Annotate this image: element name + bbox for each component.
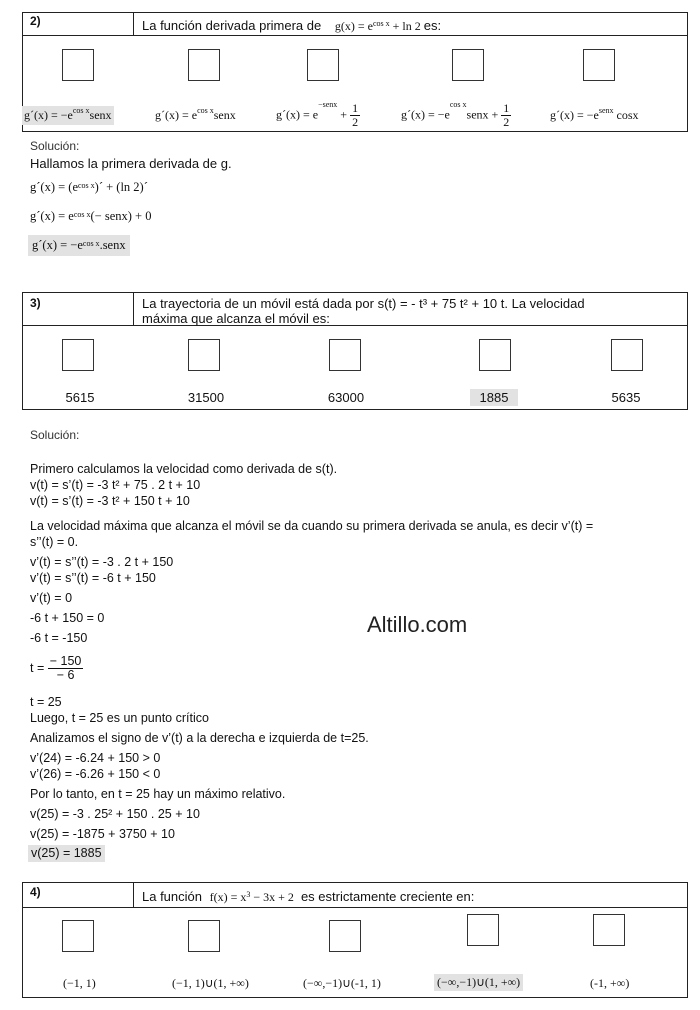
q3-line-10: -6 t = -150 bbox=[30, 631, 88, 645]
q2-header-divider bbox=[22, 35, 687, 36]
q3-option-2-checkbox[interactable] bbox=[188, 339, 220, 371]
q4-option-2[interactable]: (−1, 1)∪(1, +∞) bbox=[172, 976, 249, 990]
watermark: Altillo.com bbox=[367, 612, 468, 637]
q3-option-2[interactable]: 31500 bbox=[187, 390, 225, 405]
q2-option-5-checkbox[interactable] bbox=[583, 49, 615, 81]
q2-option-3-checkbox[interactable] bbox=[307, 49, 339, 81]
q4-option-2-checkbox[interactable] bbox=[188, 920, 220, 952]
q4-option-4-checkbox[interactable] bbox=[467, 914, 499, 946]
q3-line-13: Analizamos el signo de v’(t) a la derecha e izquierda de t=25. bbox=[30, 731, 369, 745]
q3-line-7: v’(t) = s’’(t) = -6 t + 150 bbox=[30, 571, 156, 585]
q3-prompt-line-1: La trayectoria de un móvil está dada por s(t) = - t³ + 75 t² + 10 t. La velocidad bbox=[142, 296, 585, 311]
q3-header-divider-left bbox=[22, 325, 134, 326]
q2-solution-intro: Hallamos la primera derivada de g. bbox=[30, 156, 232, 171]
q3-option-5[interactable]: 5635 bbox=[611, 390, 641, 405]
q2-option-3[interactable]: g´(x) = $e^{-senx}$ + $\frac{1}{2}$ bbox=[276, 100, 359, 129]
q3-option-5-checkbox[interactable] bbox=[611, 339, 643, 371]
q4-option-5-checkbox[interactable] bbox=[593, 914, 625, 946]
q3-line-12: Luego, t = 25 es un punto crítico bbox=[30, 711, 209, 725]
q3-line-16: Por lo tanto, en t = 25 hay un máximo relativo. bbox=[30, 787, 286, 801]
q2-option-4-checkbox[interactable] bbox=[452, 49, 484, 81]
q4-function: $f(x) = x^3 - 3x + 2$ bbox=[209, 890, 294, 904]
q3-line-9: -6 t + 150 = 0 bbox=[30, 611, 105, 625]
q2-option-2[interactable]: g´(x) = $e^{cos x}senx$ bbox=[155, 106, 236, 122]
q2-option-1-checkbox[interactable] bbox=[62, 49, 94, 81]
q3-line-18: v(25) = -1875 + 3750 + 10 bbox=[30, 827, 175, 841]
q3-line-17: v(25) = -3 . 25² + 150 . 25 + 10 bbox=[30, 807, 200, 821]
q4-option-3[interactable]: (−∞,−1)∪(-1, 1) bbox=[303, 976, 381, 990]
q2-prompt bbox=[142, 18, 441, 34]
q3-option-4[interactable]: 1885 bbox=[470, 389, 518, 406]
q4-number-divider bbox=[133, 882, 134, 908]
q3-solution-label: Solución: bbox=[30, 428, 80, 442]
q3-prompt-line-2: máxima que alcanza el móvil es: bbox=[142, 311, 330, 326]
q2-option-5[interactable]: g´(x) = $-e^{senx}$ cosx bbox=[550, 106, 639, 122]
q4-prompt: La función $f(x) = x^3 - 3x + 2$ es estrictamente creciente en: bbox=[142, 889, 475, 904]
q3-line-8: v’(t) = 0 bbox=[30, 591, 73, 605]
q2-function: $g(x) = e^{cos x} + \ln 2$ bbox=[334, 19, 421, 33]
q3-line-15: v’(26) = -6.26 + 150 < 0 bbox=[30, 767, 161, 781]
q4-option-1[interactable]: (−1, 1) bbox=[63, 976, 96, 990]
q2-step-2: g´(x) = $e^{cos x}(-$ senx) + 0 bbox=[30, 209, 152, 223]
q2-prompt-text: La función derivada primera de bbox=[142, 18, 322, 33]
q3-option-3-checkbox[interactable] bbox=[329, 339, 361, 371]
q2-option-4[interactable]: g´(x) = $-e^{cos x}senx$ + $\frac{1}{2}$ bbox=[401, 100, 510, 129]
q2-prompt-end: es: bbox=[423, 18, 442, 33]
q2-step-3: g´(x) = $-e^{cos x}.senx$ bbox=[28, 235, 130, 256]
q3-option-3[interactable]: 63000 bbox=[327, 390, 365, 405]
q4-prompt-end: es estrictamente creciente en: bbox=[300, 889, 475, 904]
q2-option-1[interactable]: g´(x) = $-e^{cos x}senx$ bbox=[22, 106, 114, 125]
q4-option-4[interactable]: (−∞,−1)∪(1, +∞) bbox=[434, 974, 523, 991]
q3-number-divider bbox=[133, 292, 134, 326]
q3-line-5: s’’(t) = 0. bbox=[30, 535, 79, 549]
q3-option-4-checkbox[interactable] bbox=[479, 339, 511, 371]
q4-header-divider bbox=[22, 907, 687, 908]
q3-option-1[interactable]: 5615 bbox=[65, 390, 95, 405]
q3-t-fraction: t = $\frac{- 150}{- 6}$ bbox=[30, 654, 82, 682]
q4-option-1-checkbox[interactable] bbox=[62, 920, 94, 952]
q3-line-11: t = 25 bbox=[30, 695, 62, 709]
q2-solution-label: Solución: bbox=[30, 139, 80, 153]
q3-line-4: La velocidad máxima que alcanza el móvil se da cuando su primera derivada se anula, es decir v’(t) = bbox=[30, 519, 594, 533]
q3-line-2: v(t) = s’(t) = -3 t² + 75 . 2 t + 10 bbox=[30, 478, 201, 492]
q2-option-2-checkbox[interactable] bbox=[188, 49, 220, 81]
q3-line-6: v’(t) = s’’(t) = -3 . 2 t + 150 bbox=[30, 555, 174, 569]
q3-number: 3) bbox=[30, 296, 41, 310]
q4-option-3-checkbox[interactable] bbox=[329, 920, 361, 952]
q4-option-5[interactable]: (-1, +∞) bbox=[590, 976, 630, 990]
q2-number: 2) bbox=[30, 14, 41, 28]
q2-step-1: g´(x) = $(e^{cos x})´ + (\ln$ 2)´ bbox=[30, 180, 148, 194]
q4-number: 4) bbox=[30, 885, 41, 899]
q3-final-answer: v(25) = 1885 bbox=[28, 845, 105, 862]
q3-line-3: v(t) = s’(t) = -3 t² + 150 t + 10 bbox=[30, 494, 190, 508]
q3-option-1-checkbox[interactable] bbox=[62, 339, 94, 371]
q2-number-divider bbox=[133, 12, 134, 36]
q3-line-14: v’(24) = -6.24 + 150 > 0 bbox=[30, 751, 161, 765]
q3-line-1: Primero calculamos la velocidad como derivada de s(t). bbox=[30, 462, 338, 476]
